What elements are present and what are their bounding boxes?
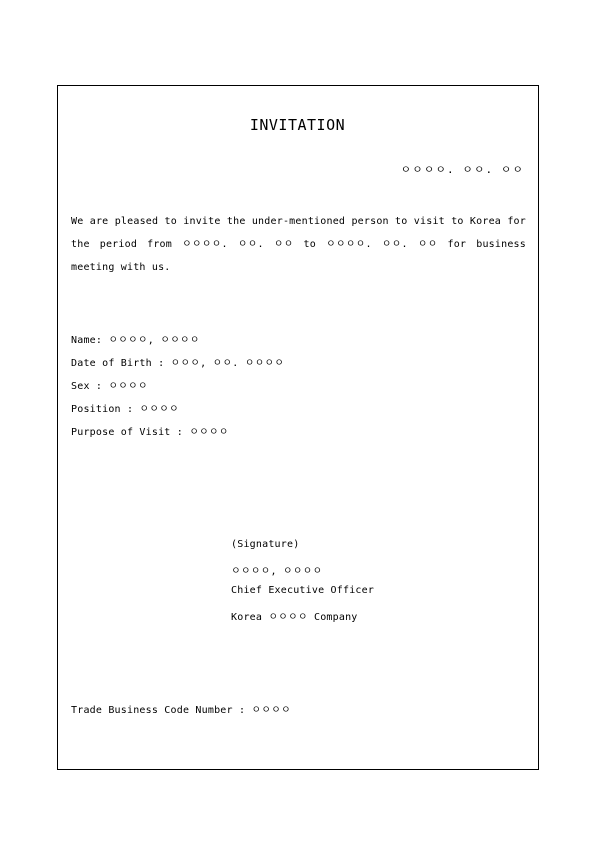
signature-label: (Signature) bbox=[231, 539, 300, 550]
position-field: Position : ㅇㅇㅇㅇ bbox=[71, 404, 179, 415]
sex-field: Sex : ㅇㅇㅇㅇ bbox=[71, 381, 148, 392]
document-title: INVITATION bbox=[249, 116, 346, 134]
signer-title: Chief Executive Officer bbox=[231, 585, 375, 596]
document-date: ㅇㅇㅇㅇ. ㅇㅇ. ㅇㅇ bbox=[400, 163, 524, 176]
signer-company: Korea ㅇㅇㅇㅇ Company bbox=[231, 612, 358, 623]
purpose-of-visit-field: Purpose of Visit : ㅇㅇㅇㅇ bbox=[71, 427, 229, 438]
invitation-body: We are pleased to invite the under-mentioned person to visit to Korea for the period from ㅇㅇㅇㅇ. ㅇㅇ. ㅇㅇ to ㅇㅇㅇㅇ. ㅇㅇ. ㅇㅇ for business meeting with us. bbox=[71, 216, 526, 273]
date-of-birth-field: Date of Birth : ㅇㅇㅇ, ㅇㅇ. ㅇㅇㅇㅇ bbox=[71, 358, 285, 369]
signer-name: ㅇㅇㅇㅇ, ㅇㅇㅇㅇ bbox=[231, 566, 323, 577]
trade-business-code: Trade Business Code Number : ㅇㅇㅇㅇ bbox=[71, 705, 291, 716]
name-field: Name: ㅇㅇㅇㅇ, ㅇㅇㅇㅇ bbox=[71, 335, 200, 346]
